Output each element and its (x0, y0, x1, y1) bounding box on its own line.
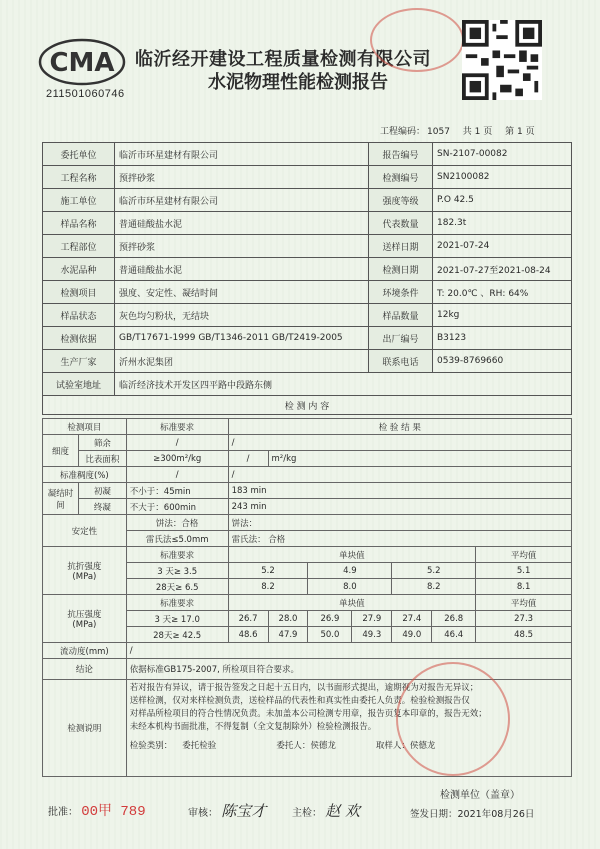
table-row (43, 143, 572, 166)
state-value: 灰色均匀粉状，无结块 (115, 304, 369, 327)
comp28-v4: 49.3 (352, 627, 392, 643)
client-value: 临沂市环星建材有限公司 (115, 143, 369, 166)
initial-std: 不小于：45min (126, 483, 228, 499)
flow-res: / (126, 643, 571, 659)
table-row (43, 515, 572, 531)
comp28-v2: 47.9 (268, 627, 308, 643)
qr-code-icon (462, 20, 542, 100)
note-1: 若对报告有异议，请于报告签发之日起十五日内，以书面形式提出，逾期视为对报告无异议； (129, 683, 479, 693)
part-value: 预拌砂浆 (115, 235, 369, 258)
witness-value: 侯德龙 (310, 741, 336, 751)
comp-std-head: 标准要求 (126, 595, 228, 611)
flex-title: 抗折强度 (67, 561, 102, 572)
flex3-v3: 5.2 (392, 563, 476, 579)
col-result: 检 验 结 果 (228, 419, 571, 435)
part-label: 工程部位 (43, 235, 115, 258)
audit-signature: 陈宝才 (221, 802, 267, 820)
cma-code: 211501060746 (46, 88, 125, 100)
col-std: 标准要求 (126, 419, 228, 435)
contractor-value: 临沂市环星建材有限公司 (115, 189, 369, 212)
conclusion-label: 结论 (43, 659, 127, 680)
table-row (43, 396, 572, 415)
batch-label: 代表数量 (369, 212, 433, 235)
basis-value: GB/T17671-1999 GB/T1346-2011 GB/T2419-2005 (115, 327, 369, 350)
sampler-label: 取样人： (375, 741, 410, 751)
table-row (43, 435, 572, 451)
initial-res: 183 min (228, 483, 571, 499)
comp3-v1: 26.7 (228, 611, 268, 627)
audit-block (188, 800, 266, 821)
lab-label: 试验室地址 (43, 373, 115, 396)
comp28-v6: 46.4 (432, 627, 476, 643)
col-item: 检测项目 (43, 419, 127, 435)
table-row (43, 467, 572, 483)
sieve-std: / (126, 435, 228, 451)
sieve-res: / (228, 435, 571, 451)
comp3-v3: 26.9 (308, 611, 352, 627)
cma-logo (38, 38, 126, 86)
flex-std-head: 标准要求 (126, 547, 228, 563)
report-title: 水泥物理性能检测报告 (208, 72, 388, 93)
table-row (43, 212, 572, 235)
area-std: ≥300m²/kg (126, 451, 228, 467)
comp3-v4: 27.9 (352, 611, 392, 627)
sample-label: 样品名称 (43, 212, 115, 235)
grade-label: 强度等级 (369, 189, 433, 212)
comp-label (43, 595, 127, 643)
chief-block (292, 800, 360, 821)
flex28-std: 28天≥ 6.5 (126, 579, 228, 595)
tel-value: 0539-8769660 (433, 350, 572, 373)
table-row (43, 595, 572, 611)
flex28-v2: 8.0 (308, 579, 392, 595)
sieve-label: 筛余 (78, 435, 126, 451)
table-row (43, 499, 572, 515)
env-label: 环境条件 (369, 281, 433, 304)
initial-label: 初凝 (78, 483, 126, 499)
report-no-value: SN-2107-00082 (433, 143, 572, 166)
comp3-avg: 27.3 (476, 611, 572, 627)
approve-signature: 00甲 789 (81, 804, 146, 820)
company-title: 临沂经开建设工程质量检测有限公司 (135, 49, 431, 70)
chief-label: 主检： (292, 808, 322, 819)
submit-label: 送样日期 (369, 235, 433, 258)
table-row (43, 281, 572, 304)
setting-label: 凝结时间 (43, 483, 79, 515)
note-4: 未经本机构书面批准，不得复制（全文复制除外）检验检测报告。 (129, 722, 377, 732)
pages-total: 共 1 页 (462, 127, 493, 137)
comp28-std: 28天≥ 42.5 (126, 627, 228, 643)
table-row (43, 304, 572, 327)
area-mid: / (228, 451, 268, 467)
flex3-v2: 4.9 (308, 563, 392, 579)
table-row (43, 659, 572, 680)
pie-std: 饼法：合格 (126, 515, 228, 531)
section-title: 检 测 内 容 (43, 396, 572, 415)
flex-avg-head: 平均值 (476, 547, 572, 563)
test-no-value: SN2100082 (433, 166, 572, 189)
note-2: 送样检测，仅对来样检测负责，送检样品的代表性和真实性由委托人负责。检验检测报告仅 (129, 696, 470, 706)
qty-label: 样品数量 (369, 304, 433, 327)
note-3: 对样品所检项目的符合性情况负责。未加盖本公司检测专用章，报告页复本印章的，报告无效； (129, 709, 487, 719)
table-row (43, 451, 572, 467)
unit-stamp-label: 检测单位（盖章） (440, 790, 520, 801)
report-no-label: 报告编号 (369, 143, 433, 166)
flex3-std: 3 天≥ 3.5 (126, 563, 228, 579)
lechatelier-std: 雷氏法≤5.0mm (126, 531, 228, 547)
flex-single-head: 单块值 (228, 547, 476, 563)
comp3-v2: 28.0 (268, 611, 308, 627)
sampler-value: 侯德龙 (409, 741, 436, 751)
table-row (43, 373, 572, 396)
maker-label: 生产厂家 (43, 350, 115, 373)
category-value: 委托检验 (182, 741, 217, 751)
basis-label: 检测依据 (43, 327, 115, 350)
env-value: T: 20.0℃ 、RH: 64% (433, 281, 572, 304)
lechatelier-res: 雷氏法： 合格 (228, 531, 571, 547)
info-table (42, 142, 572, 415)
page-no: 第 1 页 (505, 127, 535, 137)
witness-label: 委托人： (276, 741, 311, 751)
pie-res: 饼法： (228, 515, 571, 531)
category-label: 检验类别： (129, 741, 173, 751)
area-label: 比表面积 (78, 451, 126, 467)
comp28-v1: 48.6 (228, 627, 268, 643)
conclusion-value: 依据标准GB175-2007, 所检项目符合要求。 (126, 659, 571, 680)
test-date-label: 检测日期 (369, 258, 433, 281)
approve-block (48, 800, 146, 820)
eng-no-label: 工程编码： (380, 127, 426, 137)
submit-value: 2021-07-24 (433, 235, 572, 258)
comp28-avg: 48.5 (476, 627, 572, 643)
table-row (43, 258, 572, 281)
chief-signature: 赵 欢 (325, 802, 360, 820)
test-seal-bottom (396, 662, 510, 776)
issue-date: 2021年08月26日 (457, 809, 535, 820)
qty-value: 12kg (433, 304, 572, 327)
items-value: 强度、安定性、凝结时间 (115, 281, 369, 304)
comp3-std: 3 天≥ 17.0 (126, 611, 228, 627)
fineness-label: 细度 (43, 435, 79, 467)
items-label: 检测项目 (43, 281, 115, 304)
flow-label: 流动度(mm) (43, 643, 127, 659)
issue-label: 签发日期： (410, 809, 458, 820)
table-row (43, 547, 572, 563)
lot-label: 出厂编号 (369, 327, 433, 350)
lab-value: 临沂经济技术开发区四平路中段路东侧 (115, 373, 572, 396)
table-row (43, 350, 572, 373)
flex3-avg: 5.1 (476, 563, 572, 579)
flex28-avg: 8.1 (476, 579, 572, 595)
comp-unit: (MPa) (72, 619, 97, 630)
final-res: 243 min (228, 499, 571, 515)
approve-label: 批准： (48, 807, 78, 818)
flex28-v1: 8.2 (228, 579, 308, 595)
contractor-label: 施工单位 (43, 189, 115, 212)
comp-avg-head: 平均值 (476, 595, 572, 611)
cement-value: 普通硅酸盐水泥 (115, 258, 369, 281)
flex-label (43, 547, 127, 595)
flex-unit: (MPa) (72, 571, 97, 582)
lot-value: B3123 (433, 327, 572, 350)
sample-value: 普通硅酸盐水泥 (115, 212, 369, 235)
project-value: 预拌砂浆 (115, 166, 369, 189)
table-row (43, 189, 572, 212)
soundness-label: 安定性 (43, 515, 127, 547)
final-label: 终凝 (78, 499, 126, 515)
comp28-v3: 50.0 (308, 627, 352, 643)
comp3-v6: 26.8 (432, 611, 476, 627)
comp-single-head: 单块值 (228, 595, 476, 611)
test-no-label: 检测编号 (369, 166, 433, 189)
test-date-value: 2021-07-27至2021-08-24 (433, 258, 572, 281)
comp3-v5: 27.4 (392, 611, 432, 627)
table-row (43, 235, 572, 258)
svg-text:CMA: CMA (49, 48, 115, 78)
consistency-res: / (228, 467, 571, 483)
maker-value: 沂州水泥集团 (115, 350, 369, 373)
final-std: 不大于：600min (126, 499, 228, 515)
table-row (43, 483, 572, 499)
company-seal-top (370, 8, 464, 72)
comp-title: 抗压强度 (67, 609, 102, 620)
issue-date-row (410, 806, 534, 820)
project-label: 工程名称 (43, 166, 115, 189)
tel-label: 联系电话 (369, 350, 433, 373)
consistency-label: 标准稠度(%) (43, 467, 127, 483)
engineering-meta (380, 124, 545, 137)
area-res: m²/kg (268, 451, 571, 467)
eng-no: 1057 (427, 127, 450, 137)
state-label: 样品状态 (43, 304, 115, 327)
table-row (43, 419, 572, 435)
batch-value: 182.3t (433, 212, 572, 235)
grade-value: P.O 42.5 (433, 189, 572, 212)
consistency-std: / (126, 467, 228, 483)
table-row (43, 643, 572, 659)
flex3-v1: 5.2 (228, 563, 308, 579)
table-row (43, 327, 572, 350)
notes-label: 检测说明 (43, 680, 127, 777)
flex28-v3: 8.2 (392, 579, 476, 595)
audit-label: 审核： (188, 808, 218, 819)
cement-label: 水泥品种 (43, 258, 115, 281)
comp28-v5: 49.0 (392, 627, 432, 643)
table-row (43, 166, 572, 189)
client-label: 委托单位 (43, 143, 115, 166)
